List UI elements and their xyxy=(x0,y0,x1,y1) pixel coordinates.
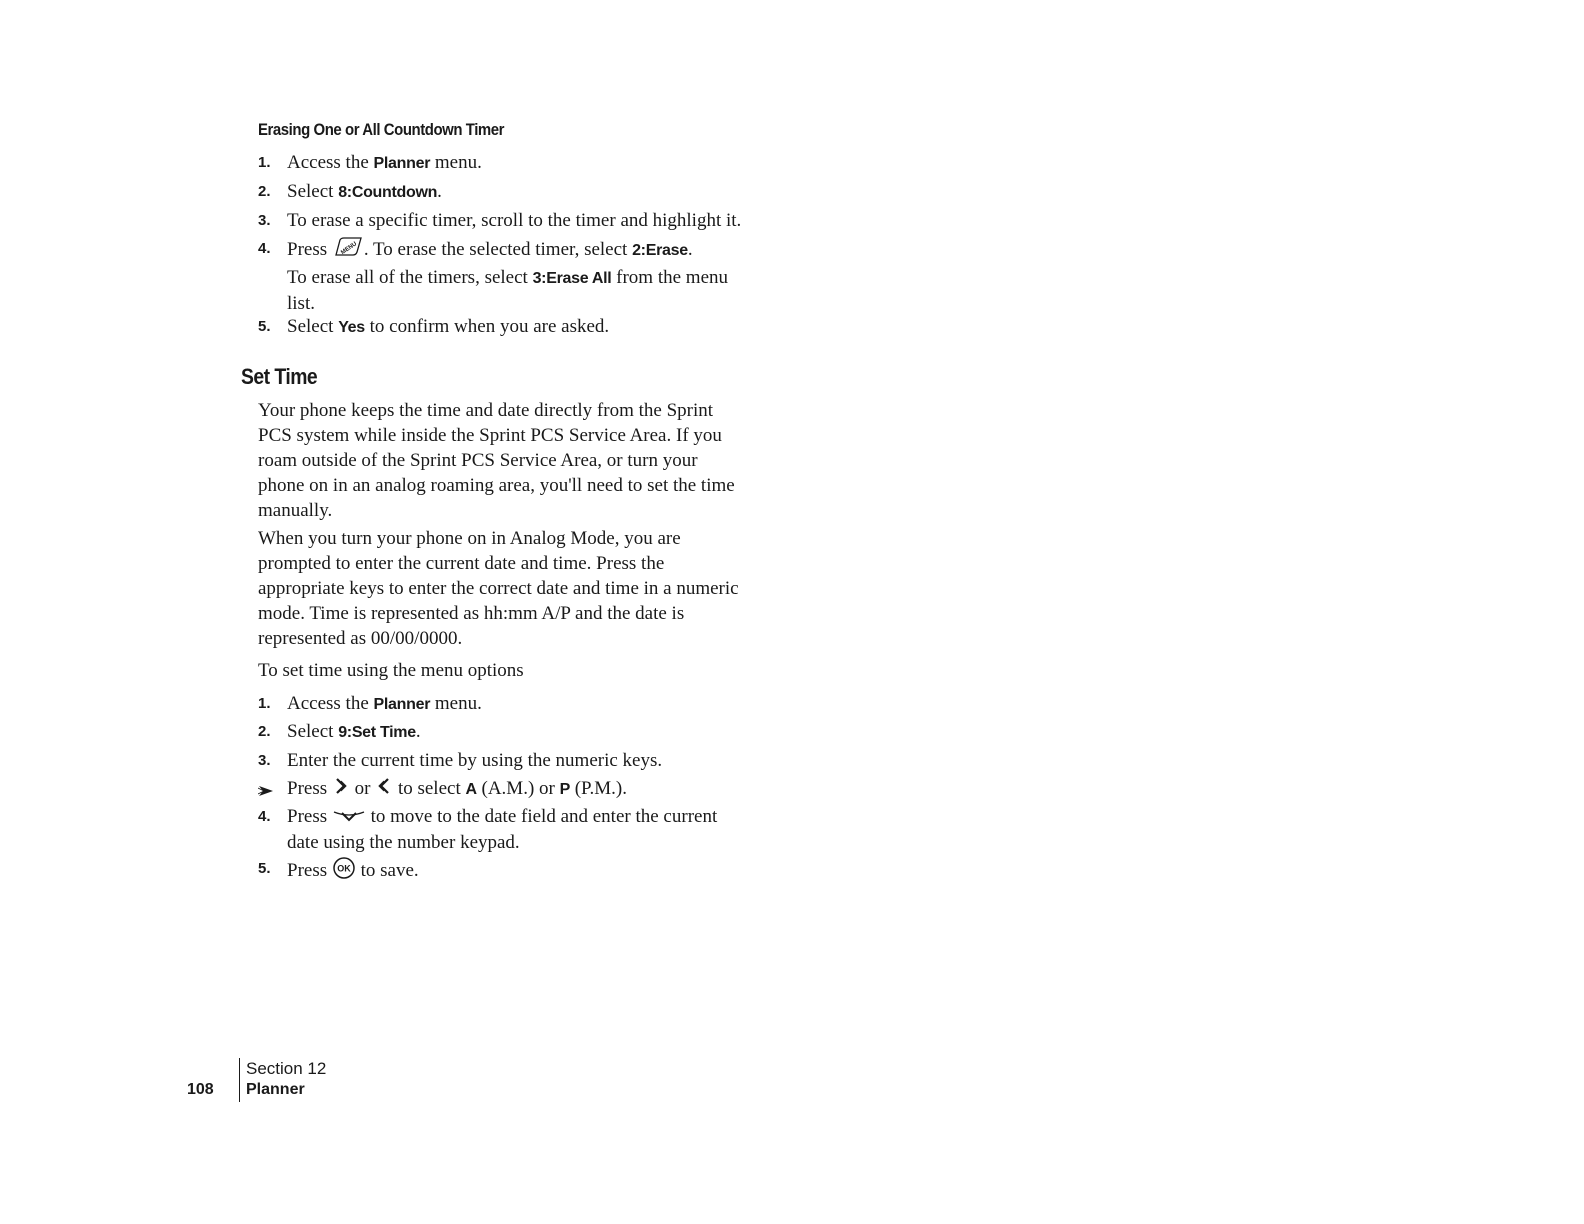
menu-option-countdown: 8:Countdown xyxy=(338,184,438,201)
step-text: (A.M.) or xyxy=(476,778,560,799)
step-text: Press xyxy=(287,778,332,799)
down-navigation-key-icon xyxy=(332,805,366,830)
step-text: . xyxy=(415,721,421,742)
menu-key-icon xyxy=(332,236,364,265)
set-time-tip xyxy=(258,776,748,803)
tip-arrow-icon xyxy=(258,780,274,805)
step-text: or xyxy=(349,778,376,799)
erase-step-1 xyxy=(258,150,748,176)
menu-options-intro: To set time using the menu options xyxy=(258,660,524,681)
step-text: Press xyxy=(287,806,332,827)
step-text: menu. xyxy=(430,693,482,714)
erase-step-4 xyxy=(258,236,748,316)
step-number: 2. xyxy=(258,183,271,200)
svg-text:OK: OK xyxy=(337,863,351,874)
set-time-heading: Set Time xyxy=(241,364,318,389)
svg-text:MENU: MENU xyxy=(340,241,358,257)
step-text: to select xyxy=(393,778,466,799)
step-text: Select xyxy=(287,181,339,202)
menu-name-planner: Planner xyxy=(373,155,431,172)
step-text: menu. xyxy=(430,152,482,173)
set-time-step-2 xyxy=(258,719,748,745)
erase-timer-heading: Erasing One or All Countdown Timer xyxy=(258,120,505,139)
set-time-step-1 xyxy=(258,691,748,717)
step-text: (P.M.). xyxy=(569,778,627,799)
right-navigation-key-icon xyxy=(332,776,350,803)
set-time-step-3 xyxy=(258,748,748,773)
step-number: 2. xyxy=(258,723,271,740)
step-text: . xyxy=(437,181,442,202)
step-text: Access the xyxy=(287,152,374,173)
erase-step-5 xyxy=(258,314,748,340)
step-text: To erase all of the timers, select xyxy=(287,267,533,288)
step-number: 3. xyxy=(258,212,271,229)
footer-divider xyxy=(239,1058,240,1102)
step-number: 1. xyxy=(258,695,271,712)
set-time-intro-paragraph: Your phone keeps the time and date directly from the Sprint PCS system while inside the Sprint PCS Service Area. If you roam outside of the Sprint PCS Service Area, or turn your phone on in an analog roaming area, you'll need to set the time manually. xyxy=(258,400,735,521)
menu-option-erase: 2:Erase xyxy=(632,241,688,259)
footer-section-label: Section 12 xyxy=(246,1059,327,1078)
step-text: to move to the date field and enter the current date using the number keypad. xyxy=(287,806,718,854)
step-number: 4. xyxy=(258,240,271,257)
ok-key-icon xyxy=(332,856,356,887)
step-number: 1. xyxy=(258,154,271,171)
step-text: To erase a specific timer, scroll to the timer and highlight it. xyxy=(287,210,742,231)
step-text: to save. xyxy=(355,859,419,881)
step-number: 3. xyxy=(258,752,271,769)
step-text: . To erase the selected timer, select xyxy=(363,238,633,260)
step-text: . xyxy=(687,238,693,260)
option-pm: P xyxy=(559,781,570,798)
option-yes: Yes xyxy=(338,319,365,336)
step-text: from the menu list. xyxy=(287,267,729,314)
step-number: 4. xyxy=(258,808,271,825)
erase-step-2 xyxy=(258,179,748,205)
footer-section-title: Planner xyxy=(246,1081,305,1098)
menu-name-planner: Planner xyxy=(373,696,431,713)
menu-option-erase-all: 3:Erase All xyxy=(532,270,612,287)
option-am: A xyxy=(465,781,477,798)
step-text: Press xyxy=(287,238,332,260)
step-text: to confirm when you are asked. xyxy=(364,316,610,337)
set-time-step-5 xyxy=(258,856,748,887)
step-text: Select xyxy=(287,316,339,337)
left-navigation-key-icon xyxy=(375,776,393,803)
menu-option-set-time: 9:Set Time xyxy=(338,724,416,741)
step-number: 5. xyxy=(258,318,271,335)
set-time-step-4 xyxy=(258,804,748,855)
step-text: Access the xyxy=(287,693,374,714)
step-number: 5. xyxy=(258,860,271,877)
page-number: 108 xyxy=(187,1081,214,1098)
step-text: Enter the current time by using the numeric keys. xyxy=(287,750,663,771)
step-text: Select xyxy=(287,721,339,742)
analog-mode-paragraph: When you turn your phone on in Analog Mode, you are prompted to enter the current date and time. Press the appropriate keys to enter the correct date and time in a numeric mode. Time is represented as hh:mm A/P and the date is represented as 00/00/0000. xyxy=(258,528,739,649)
erase-step-3 xyxy=(258,208,748,233)
step-text: Press xyxy=(287,859,332,881)
